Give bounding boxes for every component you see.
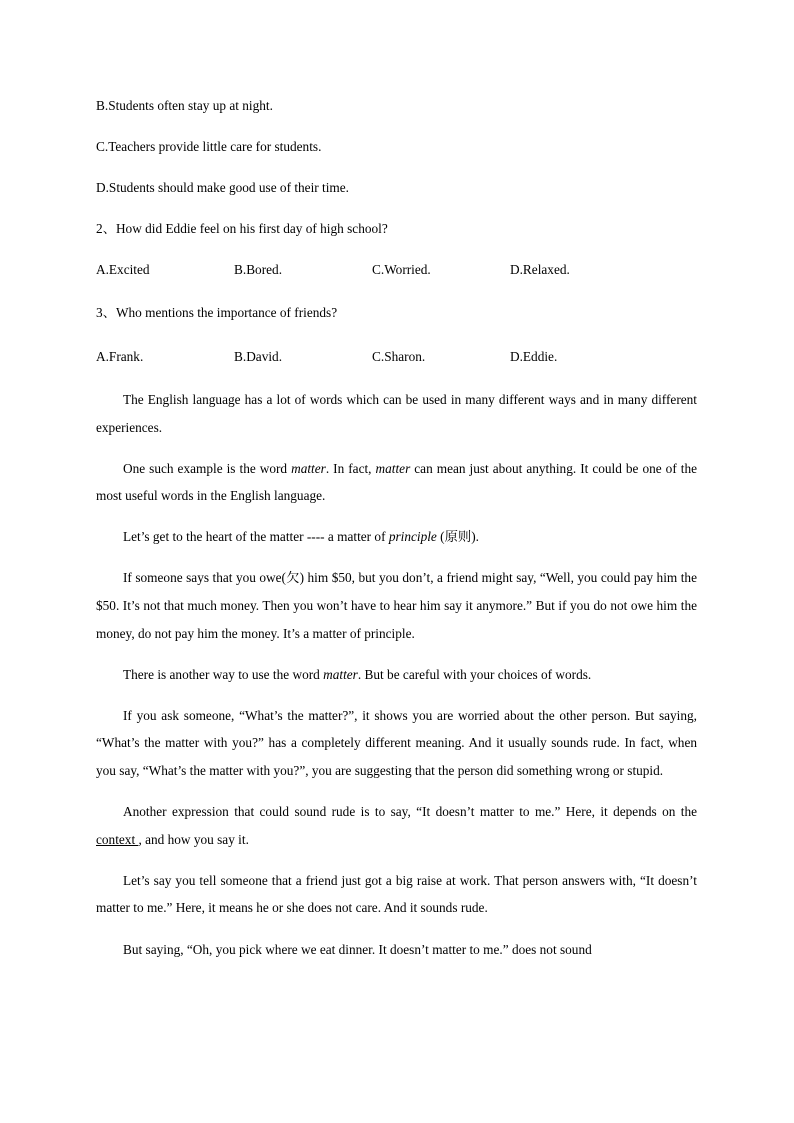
passage-paragraph-1: The English language has a lot of words which can be used in many different ways and in many different experiences. <box>96 392 697 435</box>
question1-option-d: D.Students should make good use of their time. <box>96 180 349 195</box>
p2-text-e: can mean just about anything. It could be one of the most useful words in the English language. <box>96 460 698 504</box>
question1-option-c: C.Teachers provide little care for students. <box>96 139 322 154</box>
question3-option-d: D.Eddie. <box>510 349 558 364</box>
question3-stem: 3、Who mentions the importance of friends? <box>96 305 338 320</box>
passage-paragraph-2 <box>96 455 697 510</box>
p7-text-a: Another expression that could sound rude is to say, “It doesn’t matter to me.” Here, it depends on the <box>123 804 697 820</box>
p2-text-c: . In fact, <box>325 460 376 476</box>
p3-keyword-principle: principle <box>388 529 437 545</box>
question2-option-a: A.Excited <box>96 262 150 277</box>
p7-underlined-context: context <box>96 831 139 847</box>
p5-text-a: There is another way to use the word <box>123 666 324 682</box>
p5-keyword-matter: matter <box>323 666 358 682</box>
p2-keyword-matter: matter <box>291 460 326 476</box>
question3-option-b: B.David. <box>234 349 283 364</box>
question2-options <box>96 256 697 299</box>
question2-option-c: C.Worried. <box>372 262 431 277</box>
question3-options <box>96 343 697 386</box>
question3-option-c: C.Sharon. <box>372 349 426 364</box>
p2-text-a: One such example is the word <box>123 460 292 476</box>
question2-stem: 2、How did Eddie feel on his first day of high school? <box>96 221 388 236</box>
passage-paragraph-7 <box>96 798 697 853</box>
question2-option-d: D.Relaxed. <box>510 262 570 277</box>
passage-paragraph-6: If you ask someone, “What’s the matter?”, it shows you are worried about the other person. But saying, “What’s the matter with you?” has a completely different meaning. And it usually sounds rude. In fact, when you say, “What’s the matter with you?”, you are suggesting that the person did something wrong or stupid. <box>96 707 697 779</box>
passage-paragraph-5 <box>96 661 697 689</box>
passage-paragraph-4: If someone says that you owe(欠) him $50, but you don’t, a friend might say, “Well, you could pay him the $50. It’s not that much money. Then you won’t have to hear him say it anymore.” But if you do not owe him the money, do not pay him the money. It’s a matter of principle. <box>96 570 697 641</box>
question3-option-a: A.Frank. <box>96 349 144 364</box>
p3-text-c: (原则). <box>436 529 479 545</box>
question2-option-b: B.Bored. <box>234 262 283 277</box>
passage-paragraph-9: But saying, “Oh, you pick where we eat dinner. It doesn’t matter to me.” does not sound <box>123 941 592 957</box>
passage-paragraph-3 <box>96 523 697 551</box>
document-content <box>96 92 697 977</box>
p2-keyword-matter-2: matter <box>375 460 411 476</box>
p5-text-c: . But be careful with your choices of words. <box>357 666 592 682</box>
question1-option-b: B.Students often stay up at night. <box>96 98 273 113</box>
passage-paragraph-8: Let’s say you tell someone that a friend just got a big raise at work. That person answers with, “It doesn’t matter to me.” Here, it means he or she does not care. And it sounds rude. <box>96 872 697 916</box>
p7-text-c: , and how you say it. <box>138 831 249 847</box>
p3-text-a: Let’s get to the heart of the matter ---- a matter of <box>123 529 389 545</box>
